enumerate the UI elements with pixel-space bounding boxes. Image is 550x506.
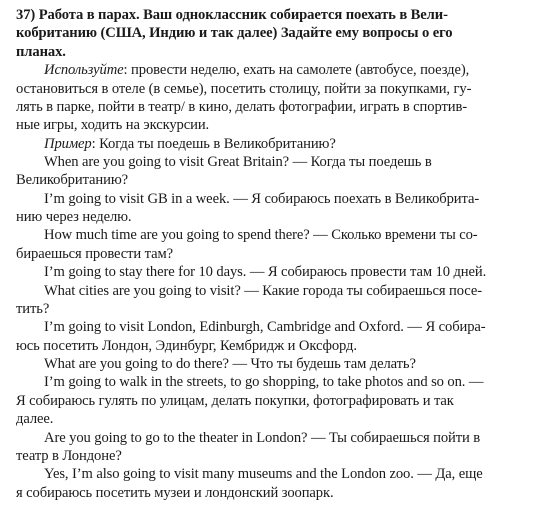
dialogue-line: What are you going to do there? — Что ты будешь там делать? [44, 356, 416, 372]
usage-line-4: ные игры, ходить на экскурсии. [16, 117, 210, 134]
example-label: Пример [44, 135, 92, 152]
dialogue-line: нию через неделю. [16, 209, 132, 226]
usage-line-2: остановиться в отеле (в семье), посетить столицу, пойти за покупками, гу- [16, 80, 472, 97]
exercise-heading-line-2: кобританию (США, Индию и так далее) Задайте ему вопросы о его [16, 25, 453, 42]
dialogue-line: тить? [16, 300, 50, 317]
example-line [44, 135, 336, 153]
exercise-heading-line-1 [16, 6, 448, 24]
usage-label: Используйте [44, 62, 124, 79]
usage-line-1 [44, 61, 469, 79]
dialogue-line: Я собираюсь гулять по улицам, делать покупки, фотографировать и так [16, 392, 454, 409]
dialogue-line: далее. [16, 411, 54, 428]
dialogue-line: Are you going to go to the theater in London? — Ты собираешься пойти в [44, 429, 481, 446]
dialogue-line: I’m going to stay there for 10 days. — Я собираюсь провести там 10 дней. [44, 264, 487, 281]
dialogue-line: юсь посетить Лондон, Эдинбург, Кембридж и Оксфорд. [16, 337, 357, 354]
usage-text-1: : провести неделю, ехать на самолете (автобусе, поезде), [123, 62, 470, 79]
exercise-heading-line-3: планах. [16, 43, 66, 60]
exercise-number: 37) [16, 7, 36, 23]
dialogue-line: What cities are you going to visit? — Какие города ты собираешься посе- [44, 282, 482, 299]
usage-line-3: лять в парке, пойти в театр/ в кино, делать фотографии, играть в спортив- [16, 98, 468, 115]
exercise-heading-text-1: Работа в парах. Ваш одноклассник собирается поехать в Вели- [38, 7, 448, 23]
dialogue-line: Великобританию? [16, 172, 129, 189]
dialogue-line: How much time are you going to spend there? — Сколько времени ты со- [44, 227, 478, 244]
dialogue-line: I’m going to walk in the streets, to go shopping, to take photos and so on. — [44, 374, 484, 391]
dialogue-line: бираешься провести там? [16, 245, 174, 262]
example-text: : Когда ты поедешь в Великобританию? [91, 135, 336, 152]
dialogue-line: я собираюсь посетить музеи и лондонский зоопарк. [16, 484, 334, 501]
dialogue-line: Yes, I’m also going to visit many museums and the London zoo. — Да, еще [44, 466, 483, 483]
dialogue-line: When are you going to visit Great Britain? — Когда ты поедешь в [44, 154, 432, 170]
dialogue-line: I’m going to visit GB in a week. — Я собираюсь поехать в Великобрита- [44, 190, 480, 207]
dialogue-line: театр в Лондоне? [16, 447, 122, 464]
dialogue-line: I’m going to visit London, Edinburgh, Cambridge and Oxford. — Я собира- [44, 319, 486, 336]
